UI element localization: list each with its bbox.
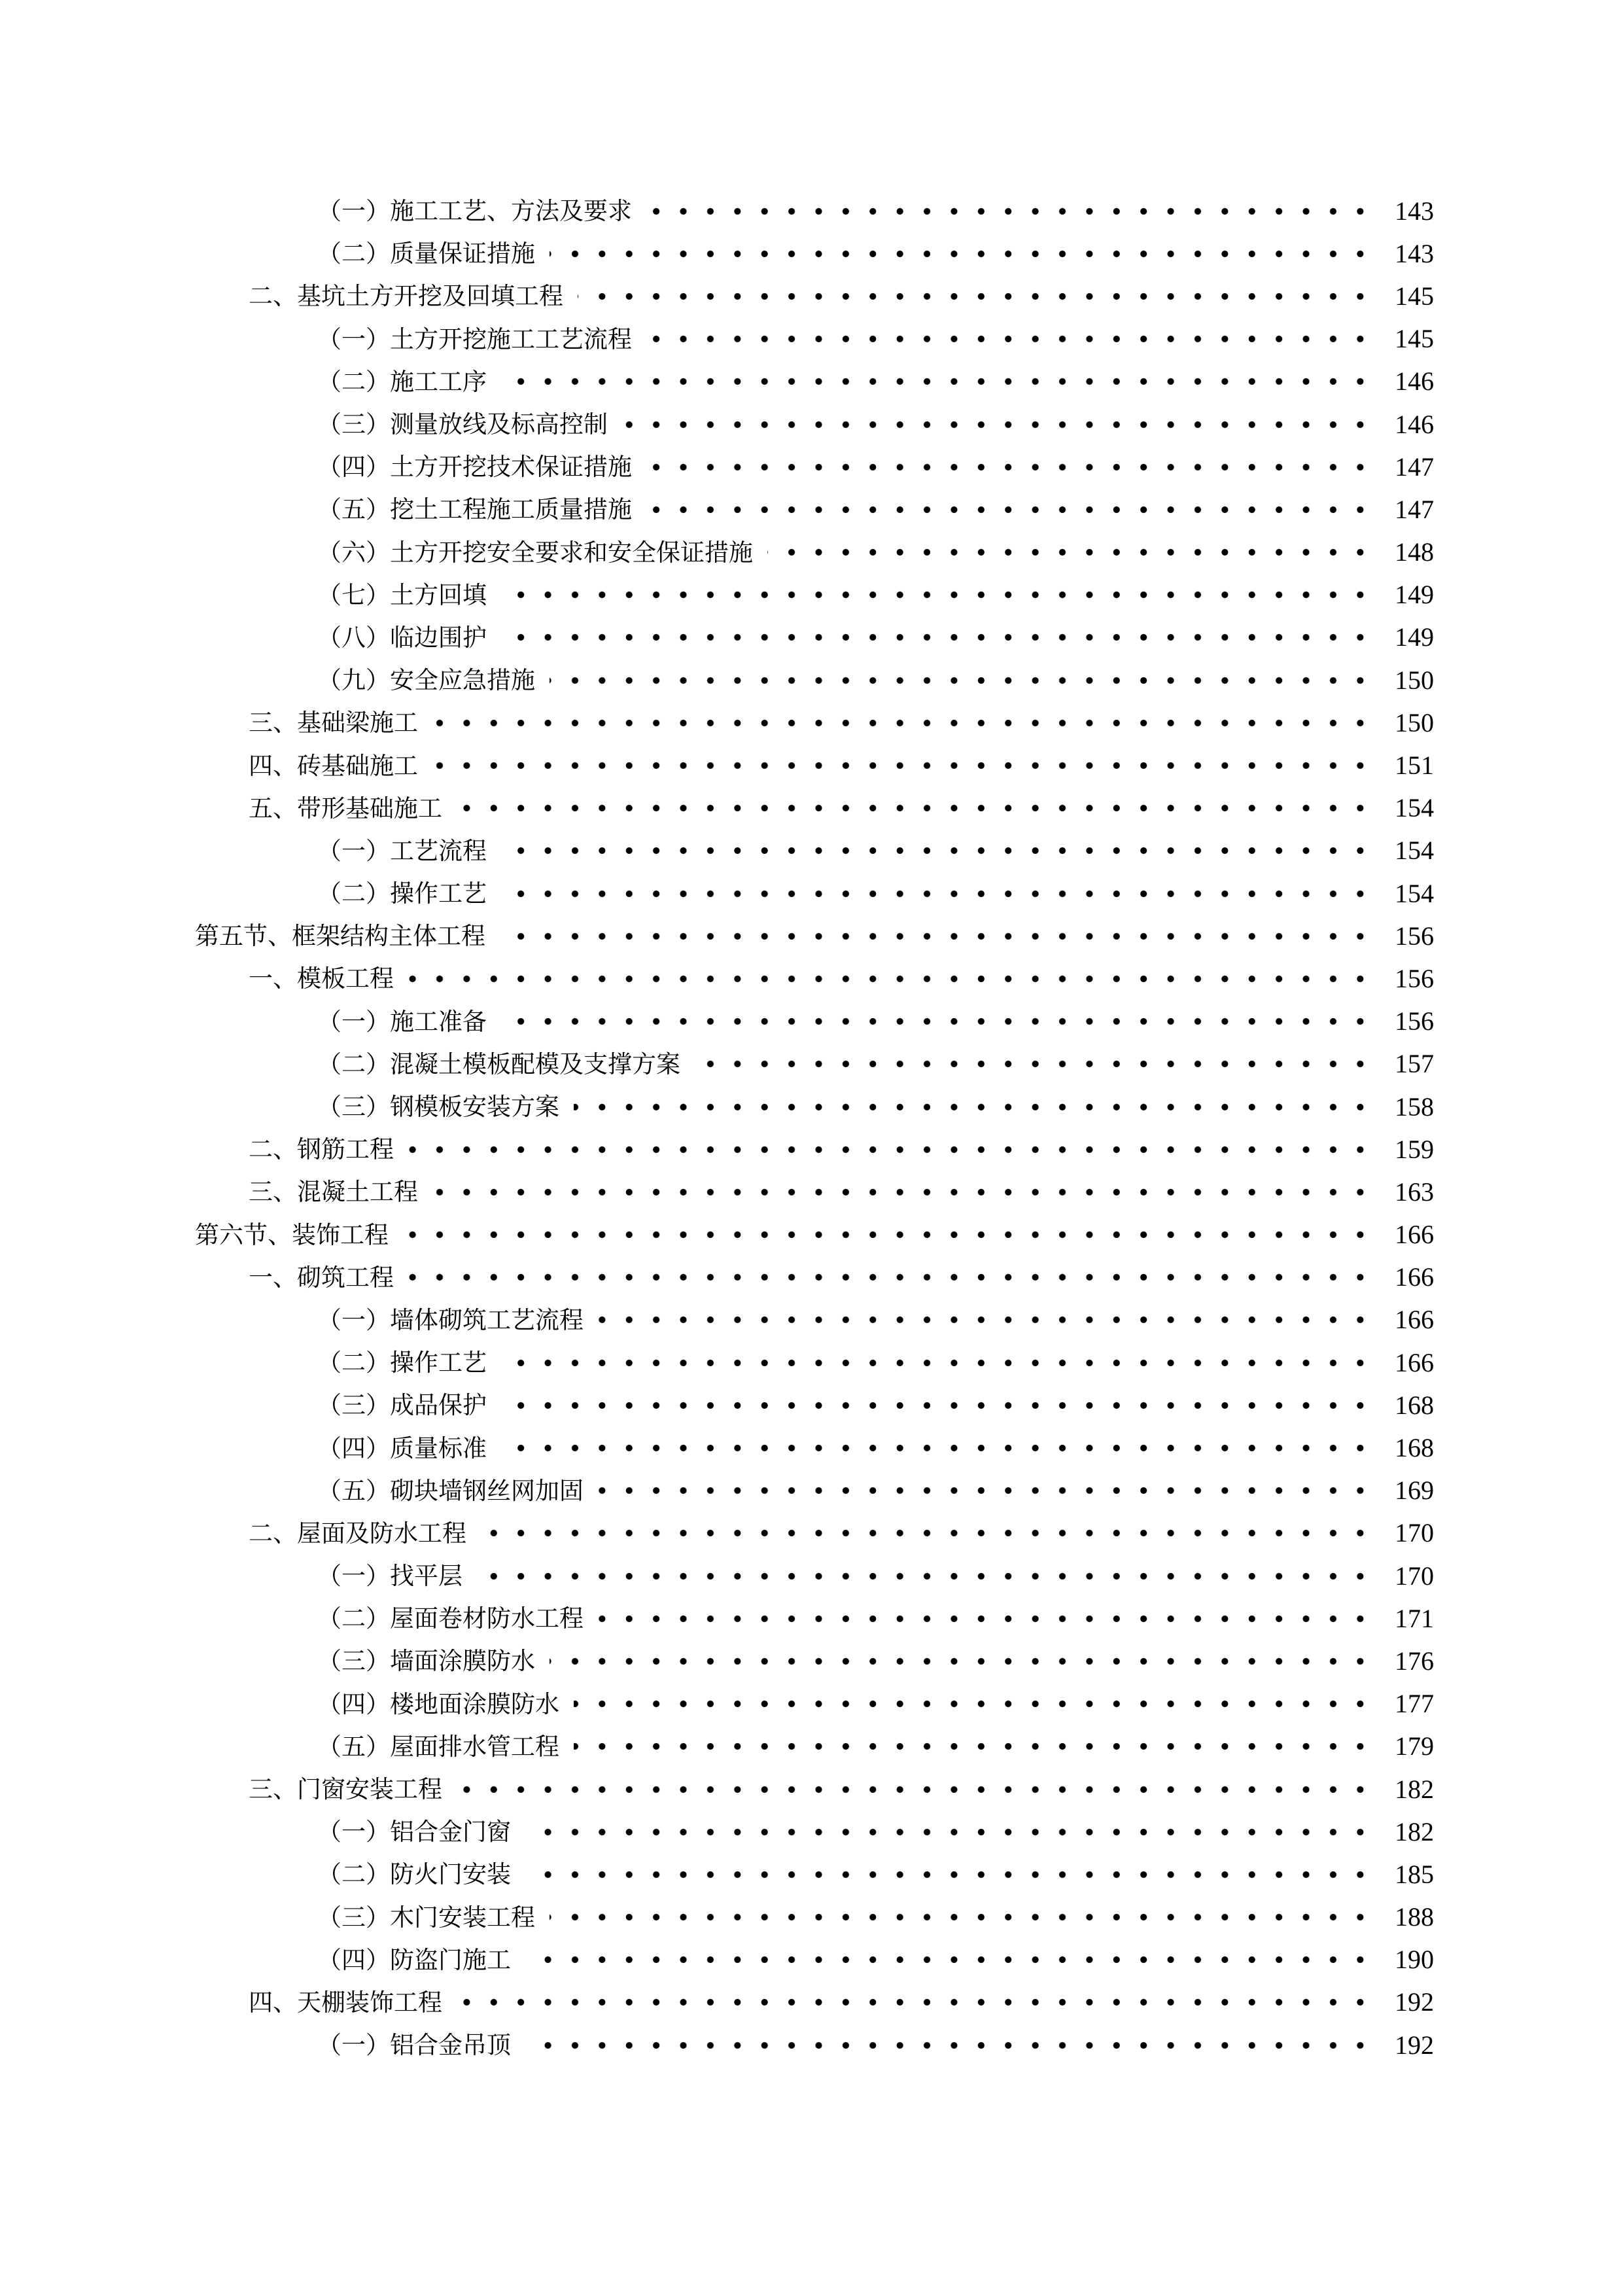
toc-entry-page-number: 145 — [1395, 281, 1434, 311]
toc-entry-title: 三、基础梁施工 — [249, 709, 418, 737]
toc-entry[interactable] — [0, 1597, 1623, 1640]
toc-entry-page-number: 188 — [1395, 1902, 1434, 1932]
toc-entry-title: 二、基坑土方开挖及回填工程 — [249, 282, 563, 311]
toc-entry-title: （三）钢模板安装方案 — [317, 1093, 559, 1122]
dot-leader — [574, 1742, 1374, 1751]
toc-entry-page-number: 166 — [1395, 1347, 1434, 1377]
dot-leader — [646, 207, 1374, 216]
dot-leader — [432, 761, 1374, 770]
toc-entry-title: （二）防火门安装 — [317, 1860, 511, 1889]
dot-leader — [457, 804, 1374, 813]
toc-entry-title: （一）找平层 — [317, 1562, 462, 1591]
dot-leader — [500, 932, 1374, 941]
toc-entry-page-number: 143 — [1395, 238, 1434, 268]
dot-leader — [525, 1955, 1374, 1964]
toc-entry[interactable] — [0, 616, 1623, 659]
dot-leader — [501, 1017, 1374, 1026]
toc-entry-page-number: 147 — [1395, 451, 1434, 482]
dot-leader — [481, 1528, 1374, 1538]
toc-entry[interactable] — [0, 1214, 1623, 1256]
toc-entry-page-number: 146 — [1395, 366, 1434, 397]
toc-entry[interactable] — [0, 2024, 1623, 2066]
toc-entry-page-number: 163 — [1395, 1176, 1434, 1207]
toc-entry-title: （四）防盗门施工 — [317, 1945, 511, 1974]
toc-entry[interactable] — [0, 1256, 1623, 1299]
dot-leader — [457, 1785, 1374, 1794]
toc-entry[interactable] — [0, 1341, 1623, 1384]
toc-entry-page-number: 168 — [1395, 1433, 1434, 1463]
toc-entry-page-number: 182 — [1395, 1816, 1434, 1846]
toc-entry[interactable] — [0, 1853, 1623, 1896]
toc-entry-title: 第五节、框架结构主体工程 — [195, 922, 485, 951]
dot-leader — [646, 334, 1374, 344]
toc-entry[interactable] — [0, 531, 1623, 574]
toc-entry-title: （五）砌块墙钢丝网加固 — [317, 1476, 584, 1505]
toc-entry[interactable] — [0, 1086, 1623, 1128]
toc-entry[interactable] — [0, 1043, 1623, 1086]
toc-entry-page-number: 176 — [1395, 1646, 1434, 1676]
dot-leader — [578, 292, 1374, 301]
toc-entry-page-number: 149 — [1395, 622, 1434, 652]
toc-entry[interactable] — [0, 232, 1623, 275]
toc-entry-page-number: 158 — [1395, 1091, 1434, 1122]
toc-entry-title: （五）挖土工程施工质量措施 — [317, 495, 632, 524]
dot-leader — [646, 463, 1374, 472]
toc-entry-title: 二、钢筋工程 — [249, 1135, 394, 1164]
dot-leader — [501, 1443, 1374, 1453]
toc-entry-page-number: 192 — [1395, 2030, 1434, 2060]
toc-entry-title: （二）施工工序 — [317, 367, 487, 396]
toc-entry[interactable] — [0, 1896, 1623, 1939]
dot-leader — [598, 1315, 1374, 1324]
toc-entry-title: （七）土方回填 — [317, 580, 487, 609]
dot-leader — [501, 1401, 1374, 1410]
toc-entry-page-number: 169 — [1395, 1475, 1434, 1506]
toc-entry[interactable] — [0, 659, 1623, 701]
toc-entry-title: （八）临边围护 — [317, 623, 487, 652]
toc-entry[interactable] — [0, 361, 1623, 403]
toc-entry[interactable] — [0, 190, 1623, 232]
toc-entry-page-number: 145 — [1395, 324, 1434, 354]
dot-leader — [646, 505, 1374, 514]
toc-entry-title: 一、模板工程 — [249, 964, 394, 993]
toc-entry-page-number: 182 — [1395, 1774, 1434, 1804]
toc-entry[interactable] — [0, 1683, 1623, 1725]
toc-entry[interactable] — [0, 830, 1623, 872]
dot-leader — [501, 377, 1374, 386]
toc-entry-page-number: 157 — [1395, 1049, 1434, 1079]
toc-entry[interactable] — [0, 574, 1623, 616]
toc-entry[interactable] — [0, 1810, 1623, 1853]
dot-leader — [598, 1486, 1374, 1495]
dot-leader — [550, 1657, 1374, 1666]
toc-entry-page-number: 159 — [1395, 1134, 1434, 1164]
dot-leader — [501, 889, 1374, 898]
toc-entry-title: （九）安全应急措施 — [317, 666, 535, 695]
toc-entry[interactable] — [0, 1128, 1623, 1171]
toc-entry[interactable] — [0, 1555, 1623, 1597]
toc-entry[interactable] — [0, 403, 1623, 446]
toc-entry[interactable] — [0, 1171, 1623, 1213]
toc-entry-page-number: 154 — [1395, 878, 1434, 908]
toc-entry-title: 一、砌筑工程 — [249, 1263, 394, 1292]
toc-entry[interactable] — [0, 1512, 1623, 1555]
dot-leader — [457, 1998, 1374, 2007]
toc-entry-title: （一）土方开挖施工工艺流程 — [317, 325, 632, 353]
toc-entry-page-number: 143 — [1395, 196, 1434, 226]
toc-entry-page-number: 156 — [1395, 921, 1434, 951]
toc-entry[interactable] — [0, 915, 1623, 957]
toc-entry-title: 三、混凝土工程 — [249, 1178, 418, 1207]
dot-leader — [598, 1614, 1374, 1623]
dot-leader — [408, 1145, 1374, 1154]
toc-entry[interactable] — [0, 488, 1623, 531]
dot-leader — [622, 420, 1374, 429]
toc-entry-title: 四、天棚装饰工程 — [249, 1988, 442, 2017]
dot-leader — [525, 2041, 1374, 2050]
toc-entry[interactable] — [0, 318, 1623, 361]
toc-entry[interactable] — [0, 275, 1623, 317]
dot-leader — [574, 1103, 1374, 1112]
toc-entry-title: （三）木门安装工程 — [317, 1903, 535, 1932]
toc-entry-title: 第六节、装饰工程 — [195, 1220, 389, 1249]
toc-entry-title: （一）施工工艺、方法及要求 — [317, 197, 632, 226]
dot-leader — [408, 974, 1374, 983]
toc-entry-page-number: 166 — [1395, 1262, 1434, 1292]
toc-entry-page-number: 168 — [1395, 1390, 1434, 1420]
dot-leader — [403, 1230, 1374, 1239]
toc-entry-title: （二）操作工艺 — [317, 1349, 487, 1377]
toc-entry[interactable] — [0, 957, 1623, 1000]
toc-entry-page-number: 166 — [1395, 1220, 1434, 1250]
toc-entry-page-number: 151 — [1395, 751, 1434, 781]
toc-entry-page-number: 179 — [1395, 1731, 1434, 1761]
toc-entry-title: （一）铝合金门窗 — [317, 1818, 511, 1846]
toc-entry-title: 二、屋面及防水工程 — [249, 1519, 466, 1547]
toc-entry-page-number: 170 — [1395, 1561, 1434, 1591]
toc-entry-page-number: 149 — [1395, 580, 1434, 610]
toc-entry-title: （一）铝合金吊顶 — [317, 2031, 511, 2060]
toc-entry-page-number: 190 — [1395, 1945, 1434, 1975]
toc-entry-title: （四）质量标准 — [317, 1434, 487, 1462]
toc-entry-page-number: 166 — [1395, 1305, 1434, 1335]
toc-entry[interactable] — [0, 1384, 1623, 1426]
dot-leader — [574, 1699, 1374, 1708]
toc-entry[interactable] — [0, 872, 1623, 915]
toc-entry-title: （一）墙体砌筑工艺流程 — [317, 1305, 584, 1334]
table-of-contents — [0, 190, 1623, 2066]
toc-entry-page-number: 171 — [1395, 1603, 1434, 1633]
dot-leader — [408, 1273, 1374, 1282]
dot-leader — [432, 718, 1374, 728]
toc-entry[interactable] — [0, 744, 1623, 786]
toc-entry-title: （四）土方开挖技术保证措施 — [317, 453, 632, 482]
toc-entry[interactable] — [0, 1299, 1623, 1341]
toc-entry[interactable] — [0, 1000, 1623, 1043]
toc-entry-page-number: 154 — [1395, 793, 1434, 823]
dot-leader — [525, 1870, 1374, 1879]
toc-entry-title: （三）墙面涂膜防水 — [317, 1647, 535, 1676]
toc-entry-page-number: 156 — [1395, 963, 1434, 993]
toc-entry-title: （三）测量放线及标高控制 — [317, 410, 608, 439]
dot-leader — [501, 633, 1374, 642]
dot-leader — [501, 1358, 1374, 1368]
toc-entry-page-number: 146 — [1395, 409, 1434, 439]
dot-leader — [477, 1572, 1374, 1581]
toc-entry-title: 四、砖基础施工 — [249, 751, 418, 780]
toc-entry[interactable] — [0, 701, 1623, 744]
toc-entry[interactable] — [0, 1939, 1623, 1981]
dot-leader — [767, 548, 1374, 557]
dot-leader — [525, 1828, 1374, 1837]
toc-entry-page-number: 156 — [1395, 1006, 1434, 1036]
toc-entry-title: （一）工艺流程 — [317, 836, 487, 865]
toc-entry-page-number: 150 — [1395, 665, 1434, 695]
dot-leader — [550, 1913, 1374, 1922]
dot-leader — [501, 846, 1374, 855]
toc-entry[interactable] — [0, 1981, 1623, 2024]
toc-entry-page-number: 177 — [1395, 1689, 1434, 1719]
toc-entry-title: （六）土方开挖安全要求和安全保证措施 — [317, 538, 753, 567]
toc-entry-title: （四）楼地面涂膜防水 — [317, 1689, 559, 1718]
toc-entry[interactable] — [0, 446, 1623, 488]
toc-entry-title: 三、门窗安装工程 — [249, 1775, 442, 1804]
toc-entry-title: （一）施工准备 — [317, 1007, 487, 1036]
toc-entry-page-number: 147 — [1395, 494, 1434, 524]
toc-entry[interactable] — [0, 1426, 1623, 1469]
toc-entry[interactable] — [0, 1725, 1623, 1768]
dot-leader — [550, 249, 1374, 258]
toc-entry-page-number: 154 — [1395, 836, 1434, 866]
toc-entry-title: （三）成品保护 — [317, 1391, 487, 1420]
toc-entry-page-number: 185 — [1395, 1859, 1434, 1889]
dot-leader — [550, 676, 1374, 685]
toc-entry-title: （二）操作工艺 — [317, 879, 487, 908]
toc-entry[interactable] — [0, 1768, 1623, 1810]
toc-entry-page-number: 192 — [1395, 1987, 1434, 2017]
toc-entry-page-number: 170 — [1395, 1518, 1434, 1548]
dot-leader — [695, 1059, 1374, 1069]
dot-leader — [432, 1188, 1374, 1197]
toc-entry[interactable] — [0, 787, 1623, 830]
toc-entry-page-number: 150 — [1395, 707, 1434, 737]
toc-entry-title: （二）屋面卷材防水工程 — [317, 1604, 584, 1633]
dot-leader — [501, 590, 1374, 599]
toc-entry-title: （五）屋面排水管工程 — [317, 1732, 559, 1761]
toc-entry-title: （二）质量保证措施 — [317, 239, 535, 268]
toc-entry-page-number: 148 — [1395, 537, 1434, 567]
toc-entry[interactable] — [0, 1640, 1623, 1682]
toc-entry-title: 五、带形基础施工 — [249, 794, 442, 822]
toc-entry[interactable] — [0, 1470, 1623, 1512]
toc-entry-title: （二）混凝土模板配模及支撑方案 — [317, 1050, 680, 1078]
